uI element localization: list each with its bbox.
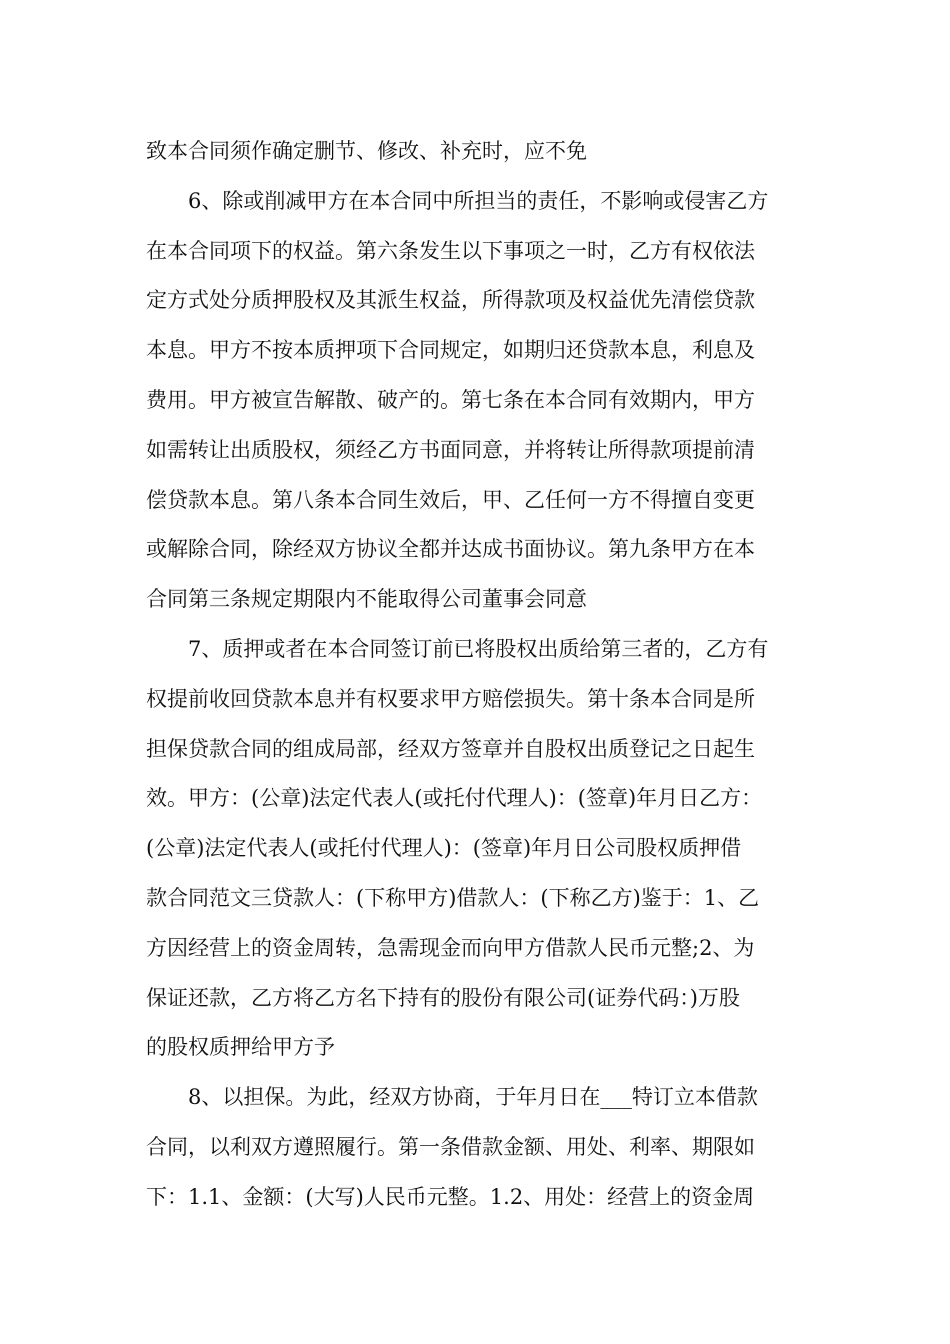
text-line: 致本合同须作确定删节、修改、补充时，应不免 (146, 139, 587, 163)
text-line: 在本合同项下的权益。第六条发生以下事项之一时，乙方有权依法 (146, 238, 755, 263)
text-line: 合同第三条规定期限内不能取得公司董事会同意 (146, 587, 587, 612)
document-body (146, 127, 816, 1223)
paragraph-first-line: 8、以担保。为此，经双方协商，于年月日在___特订立本借款 (188, 1085, 758, 1110)
paragraph-first-line: 6、除或削减甲方在本合同中所担当的责任，不影响或侵害乙方 (188, 188, 769, 213)
text-line: 或解除合同，除经双方协议全都并达成书面协议。第九条甲方在本 (146, 537, 755, 562)
text-line: 保证还款，乙方将乙方名下持有的股份有限公司(证券代码：)万股 (146, 985, 740, 1010)
text-line: 如需转让出质股权，须经乙方书面同意，并将转让所得款项提前清 (146, 437, 755, 462)
text-line: 合同，以利双方遵照履行。第一条借款金额、用处、利率、期限如 (146, 1134, 755, 1159)
text-line: 方因经营上的资金周转，急需现金而向甲方借款人民币元整;2、为 (146, 935, 755, 960)
text-line: 本息。甲方不按本质押项下合同规定，如期归还贷款本息，利息及 (146, 338, 755, 363)
text-line: 担保贷款合同的组成局部，经双方签章并自股权出质登记之日起生 (146, 736, 755, 761)
text-line: 的股权质押给甲方予 (146, 1035, 335, 1060)
text-line: 效。甲方：(公章)法定代表人(或托付代理人)：(签章)年月日乙方： (146, 786, 763, 811)
text-line: 款合同范文三贷款人：(下称甲方)借款人：(下称乙方)鉴于：1、乙 (146, 885, 760, 910)
text-line: 定方式处分质押股权及其派生权益，所得款项及权益优先清偿贷款 (146, 288, 755, 313)
text-line: 下：1.1、金额：(大写)人民币元整。1.2、用处：经营上的资金周 (146, 1184, 755, 1209)
text-line: 权提前收回贷款本息并有权要求甲方赔偿损失。第十条本合同是所 (146, 686, 755, 711)
paragraph-first-line: 7、质押或者在本合同签订前已将股权出质给第三者的，乙方有 (188, 636, 769, 661)
text-line: 费用。甲方被宣告解散、破产的。第七条在本合同有效期内，甲方 (146, 387, 755, 412)
text-line: 偿贷款本息。第八条本合同生效后，甲、乙任何一方不得擅自变更 (146, 487, 755, 512)
text-line: (公章)法定代表人(或托付代理人)：(签章)年月日公司股权质押借 (146, 836, 742, 861)
